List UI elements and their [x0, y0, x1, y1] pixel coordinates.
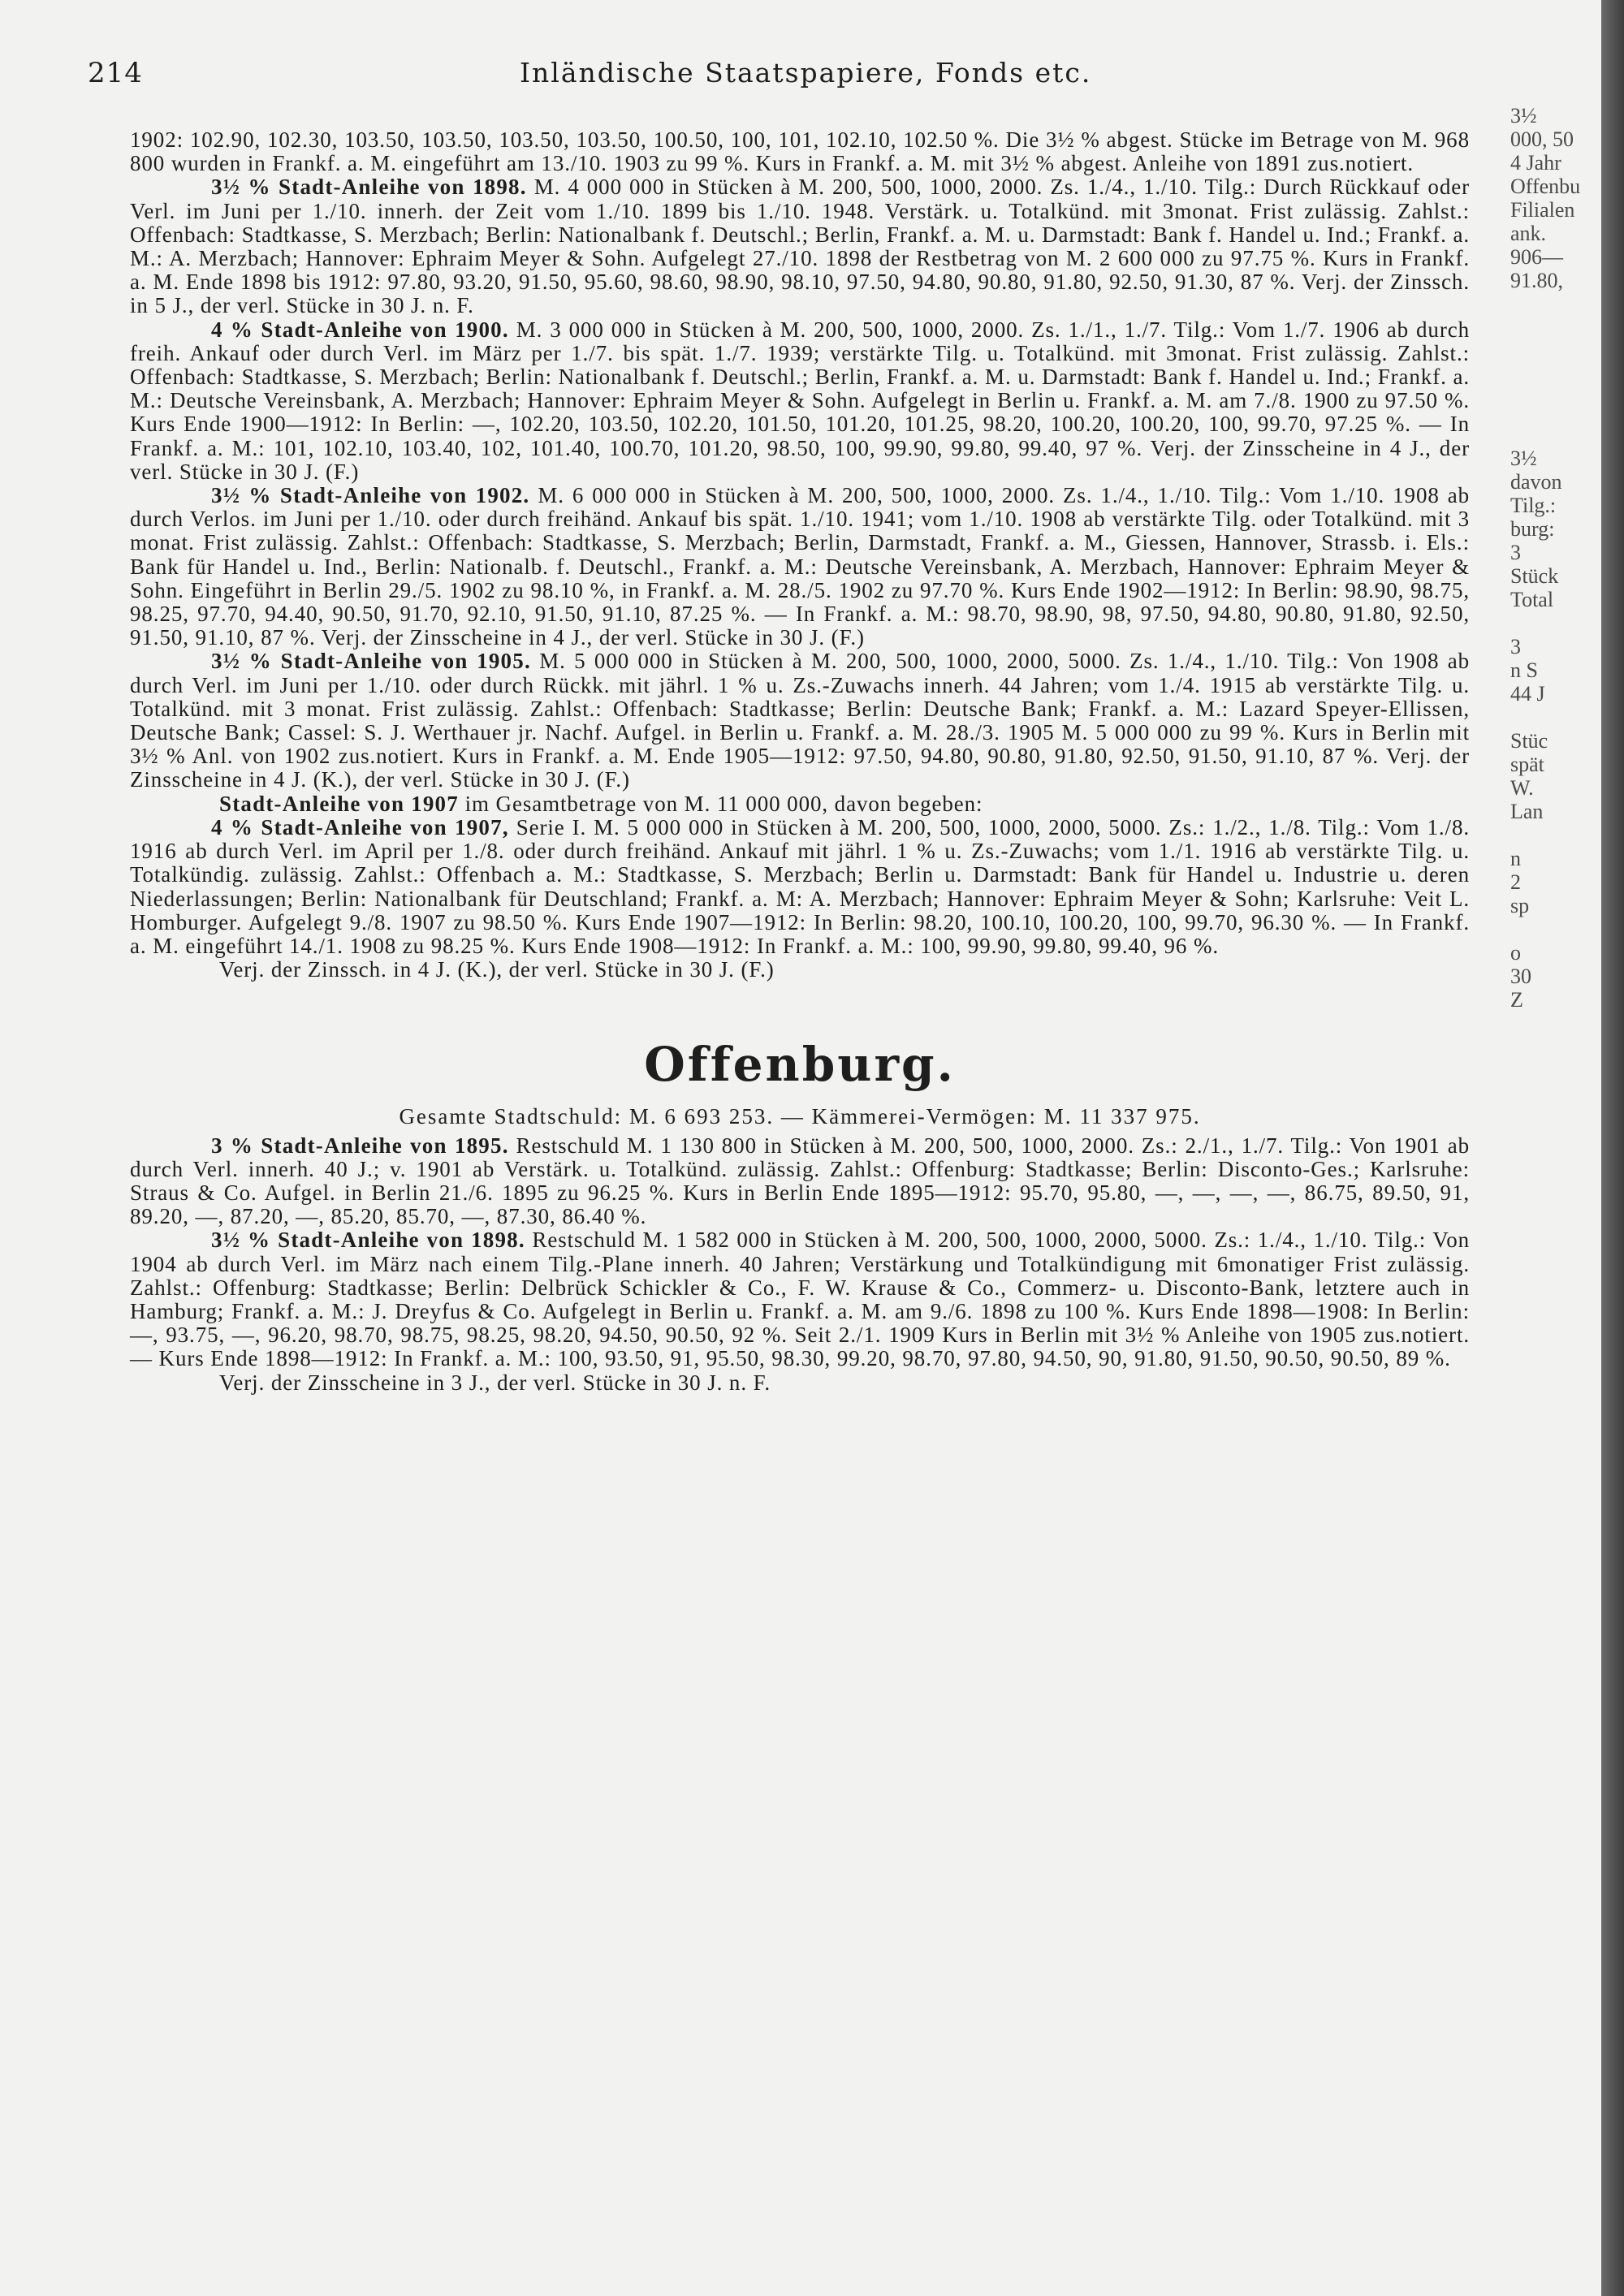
- loan-heading: 3½ % Stadt-Anleihe von 1898.: [211, 1228, 525, 1253]
- loan-heading: 3 % Stadt-Anleihe von 1895.: [211, 1133, 509, 1158]
- fragment-line: Offenbu: [1510, 175, 1581, 198]
- adjacent-page-fragment-middle: [1510, 447, 1601, 1012]
- fragment-line: Z: [1510, 988, 1523, 1012]
- fragment-line: 3½: [1510, 447, 1537, 470]
- fragment-line: n S: [1510, 658, 1538, 682]
- page-header: [0, 57, 1601, 106]
- fragment-line: 906—: [1510, 245, 1563, 269]
- limitation-note: Verj. der Zinssch. in 4 J. (K.), der verl. Stücke in 30 J. (F.): [219, 957, 775, 982]
- fragment-line: [1510, 706, 1601, 729]
- loan-text: Restschuld M. 1 582 000 in Stücken à M. 200, 500, 1000, 2000, 5000. Zs.: 1./4., 1./10. Tilg.: Von 1904 ab durch Verl. im März nach einem Tilg.-Plane innerh. 40 Jahren; Verstärkung und Totalkündigung mit 6monatiger Frist zulässig. Zahlst.: Offenburg: Stadtkasse; Berlin: Delbrück Schickler & Co., F. W. Krause & Co., Commerz- u. Disconto-Bank, letztere auch in Hamburg; Frankf. a. M.: J. Dreyfus & Co. Aufgelegt in Berlin u. Frankf. a. M. am 9./6. 1898 zu 100 %. Kurs Ende 1898—1908: In Berlin: —, 93.75, —, 96.20, 98.70, 98.75, 98.25, 98.20, 94.50, 90.50, 92 %. Seit 2./1. 1909 Kurs in Berlin mit 3½ % Anleihe von 1905 zus.notiert. — Kurs Ende 1898—1912: In Frankf. a. M.: 100, 93.50, 91, 95.50, 98.30, 99.20, 98.70, 97.80, 94.50, 90, 91.80, 91.50, 90.50, 90.50, 89 %.: [130, 1228, 1470, 1371]
- loan-entry: [130, 650, 1470, 792]
- loan-text: Restschuld M. 1 130 800 in Stücken à M. 200, 500, 1000, 2000. Zs.: 2./1., 1./7. Tilg.: Von 1901 ab durch Verl. innerh. 40 J.; v. 1901 ab Verstärk. u. Totalkünd. zulässig. Zahlst.: Offenburg: Stadtkasse; Berlin: Disconto-Ges.; Karlsruhe: Straus & Co. Aufgel. in Berlin 21./6. 1895 zu 96.25 %. Kurs in Berlin Ende 1895—1912: 95.70, 95.80, —, —, —, —, 86.75, 89.50, 91, 89.20, —, 87.20, —, 85.20, 85.70, —, 87.30, 86.40 %.: [130, 1133, 1470, 1229]
- loan-heading: 3½ % Stadt-Anleihe von 1898.: [211, 175, 527, 200]
- book-gutter: [1601, 0, 1624, 2296]
- fragment-line: 30: [1510, 965, 1531, 988]
- continued-paragraph: 1902: 102.90, 102.30, 103.50, 103.50, 103.50, 103.50, 100.50, 100, 101, 102.10, 102.50 %. Die 3½ % abgest. Stücke im Betrage von M. 968 800 wurden in Frankf. a. M. eingeführt am 13./10. 1903 zu 99 %. Kurs in Frankf. a. M. mit 3½ % abgest. Anleihe von 1891 zus.notiert.: [130, 127, 1470, 176]
- fragment-line: 3: [1510, 635, 1521, 658]
- fragment-line: burg:: [1510, 517, 1555, 541]
- fragment-line: Tilg.:: [1510, 494, 1557, 517]
- running-head: Inländische Staatspapiere, Fonds etc.: [520, 57, 1092, 88]
- fragment-line: W.: [1510, 776, 1534, 800]
- fragment-line: Filialen: [1510, 198, 1575, 222]
- loan-text: Serie I. M. 5 000 000 in Stücken à M. 200, 500, 1000, 2000, 5000. Zs.: 1./2., 1./8. Tilg.: Vom 1./8. 1916 ab durch Verl. im April per 1./8. oder durch freihänd. Ankauf mit jährl. 1 % u. Zs.-Zuwachs; vom 1./1. 1916 ab verstärkte Tilg. u. Totalkündig. zulässig. Zahlst.: Offenbach a. M.: Stadtkasse, S. Merzbach; Berlin u. Darmstadt: Bank für Handel u. Industrie u. deren Niederlassungen; Berlin: Nationalbank für Deutschland; Frankf. a. M: A. Merzbach; Hannover: Ephraim Meyer & Sohn; Karlsruhe: Veit L. Homburger. Aufgelegt 9./8. 1907 zu 98.50 %. Kurs Ende 1907—1912: In Berlin: 98.20, 100.10, 100.20, 100, 99.70, 96.30 %. — In Frankf. a. M. eingeführt 14./1. 1908 zu 98.25 %. Kurs Ende 1908—1912: In Frankf. a. M.: 100, 99.90, 99.80, 99.40, 96 %.: [130, 814, 1470, 958]
- fragment-line: 4 Jahr: [1510, 151, 1561, 175]
- loan-heading: 3½ % Stadt-Anleihe von 1902.: [211, 483, 530, 508]
- fragment-line: 000, 50: [1510, 127, 1574, 151]
- adjacent-page-fragment-top: [1510, 104, 1601, 292]
- loan-entry: [130, 318, 1470, 484]
- loan-text: M. 6 000 000 in Stücken à M. 200, 500, 1000, 2000. Zs. 1./4., 1./10. Tilg.: Vom 1./10. 1908 ab durch Verlos. im Juni per 1./10. oder durch freihänd. Ankauf bis spät. 1./10. 1941; vom 1./10. 1908 ab verstärkte Tilg. oder Totalkünd. mit 3 monat. Frist zulässig. Zahlst.: Offenbach: Stadtkasse, S. Merzbach; Berlin, Darmstadt, Frankf. a. M., Giessen, Hannover, Strassb. i. Els.: Bank für Handel u. Ind., Berlin: Nationalb. f. Deutschl., Frankf. a. M.: Deutsche Vereinsbank, A. Merzbach, Hannover: Ephraim Meyer & Sohn. Eingeführt in Berlin 29./5. 1902 zu 98.10 %, in Frankf. a. M. 28./5. 1902 zu 97.70 %. Kurs Ende 1902—1912: In Berlin: 98.90, 98.75, 98.25, 97.70, 94.40, 90.50, 91.70, 92.10, 91.50, 91.10, 87.25 %. — In Frankf. a. M.: 98.70, 98.90, 98, 97.50, 94.80, 90.80, 91.80, 92.50, 91.50, 91.10, 87 %. Verj. der Zinsscheine in 4 J., der verl. Stücke in 30 J. (F.): [130, 483, 1470, 650]
- fragment-line: 91.80,: [1510, 269, 1563, 292]
- debt-summary: Gesamte Stadtschuld: M. 6 693 253. — Kämmerei-Vermögen: M. 11 337 975.: [399, 1104, 1201, 1129]
- fragment-line: 3½: [1510, 104, 1537, 127]
- page-number: 214: [88, 57, 143, 89]
- loan-entry: [130, 792, 1470, 816]
- fragment-line: davon: [1510, 470, 1562, 494]
- fragment-line: [1510, 917, 1601, 941]
- fragment-line: o: [1510, 941, 1521, 965]
- loan-text: im Gesamtbetrage von M. 11 000 000, davon begeben:: [458, 791, 983, 816]
- fragment-line: sp: [1510, 894, 1530, 917]
- fragment-line: spät: [1510, 753, 1544, 776]
- fragment-line: 2: [1510, 870, 1521, 894]
- text-column: [130, 128, 1470, 1395]
- fragment-line: n: [1510, 847, 1521, 870]
- city-heading: Offenburg.: [644, 1037, 956, 1093]
- loan-heading: Stadt-Anleihe von 1907: [219, 791, 459, 816]
- loan-text: M. 3 000 000 in Stücken à M. 200, 500, 1000, 2000. Zs. 1./1., 1./7. Tilg.: Vom 1./7. 1906 ab durch freih. Ankauf oder durch Verl. im März per 1./7. bis spät. 1./7. 1939; verstärkte Tilg. u. Totalkünd. mit 3monat. Frist zulässig. Zahlst.: Offenbach: Stadtkasse, S. Merzbach; Berlin: Nationalbank f. Deutschl.; Berlin, Frankf. a. M. u. Darmstadt: Bank f. Handel u. Ind.; Frankf. a. M.: Deutsche Vereinsbank, A. Merzbach; Hannover: Ephraim Meyer & Sohn. Aufgelegt in Berlin u. Frankf. a. M. am 7./8. 1900 zu 97.50 %. Kurs Ende 1900—1912: In Berlin: —, 102.20, 103.50, 102.20, 101.50, 101.20, 101.25, 98.20, 100.20, 100.20, 100, 99.70, 97.25 %. — In Frankf. a. M.: 101, 102.10, 103.40, 102, 101.40, 100.70, 101.20, 98.50, 100, 99.90, 99.80, 99.40, 97 %. Verj. der Zinsscheine in 4 J., der verl. Stücke in 30 J. (F.): [130, 317, 1470, 484]
- loan-entry: [130, 484, 1470, 650]
- loan-heading: 3½ % Stadt-Anleihe von 1905.: [211, 649, 531, 674]
- fragment-line: ank.: [1510, 222, 1547, 245]
- fragment-line: [1510, 823, 1601, 847]
- limitation-note: Verj. der Zinsscheine in 3 J., der verl. Stücke in 30 J. n. F.: [219, 1370, 771, 1395]
- fragment-line: Stüc: [1510, 729, 1548, 753]
- loan-heading: 4 % Stadt-Anleihe von 1900.: [211, 317, 509, 342]
- fragment-line: [1510, 611, 1601, 635]
- loan-text: M. 5 000 000 in Stücken à M. 200, 500, 1000, 2000, 5000. Zs. 1./4., 1./10. Tilg.: Von 1908 ab durch Verl. im Juni per 1./10. oder durch Rückk. mit jährl. 1 % u. Zs.-Zuwachs innerh. 44 Jahren; vom 1./4. 1915 ab verstärkte Tilg. u. Totalkünd. mit 3 monat. Frist zulässig. Zahlst.: Offenbach: Stadtkasse; Berlin: Deutsche Bank; Frankf. a. M.: Lazard Speyer-Ellissen, Deutsche Bank; Cassel: S. J. Werthauer jr. Nachf. Aufgel. in Berlin u. Frankf. a. M. 28./3. 1905 M. 5 000 000 zu 99 %. Kurs in Berlin mit 3½ % Anl. von 1902 zus.notiert. Kurs in Frankf. a. M. Ende 1905—1912: 97.50, 94.80, 90.80, 91.80, 92.50, 91.50, 91.10, 87 %. Verj. der Zinsscheine in 4 J. (K.), der verl. Stücke in 30 J. (F.): [130, 649, 1471, 792]
- loan-text: M. 4 000 000 in Stücken à M. 200, 500, 1000, 2000. Zs. 1./4., 1./10. Tilg.: Durch Rückkauf oder Verl. im Juni per 1./10. innerh. der Zeit vom 1./10. 1899 bis 1./10. 1948. Verstärk. u. Totalkünd. mit 3monat. Frist zulässig. Zahlst.: Offenbach: Stadtkasse, S. Merzbach; Berlin: Nationalbank f. Deutschl.; Berlin, Frankf. a. M. u. Darmstadt: Bank f. Handel u. Ind.; Frankf. a. M.: A. Merzbach; Hannover: Ephraim Meyer & Sohn. Aufgelegt 27./10. 1898 der Restbetrag von M. 2 600 000 zu 97.75 %. Kurs in Frankf. a. M. Ende 1898 bis 1912: 97.80, 93.20, 91.50, 95.60, 98.60, 98.90, 98.10, 97.50, 94.80, 90.80, 91.80, 92.50, 91.30, 87 %. Verj. der Zinssch. in 5 J., der verl. Stücke in 30 J. n. F.: [130, 175, 1471, 318]
- fragment-line: Total: [1510, 588, 1554, 611]
- loan-entry: [130, 816, 1470, 958]
- loan-heading: 4 % Stadt-Anleihe von 1907,: [211, 814, 509, 839]
- loan-entry: [130, 1228, 1470, 1370]
- fragment-line: 3: [1510, 541, 1521, 564]
- fragment-line: Stück: [1510, 564, 1559, 588]
- fragment-line: Lan: [1510, 800, 1544, 823]
- loan-entry: [130, 1134, 1470, 1229]
- fragment-line: 44 J: [1510, 682, 1545, 706]
- loan-entry: [130, 175, 1470, 317]
